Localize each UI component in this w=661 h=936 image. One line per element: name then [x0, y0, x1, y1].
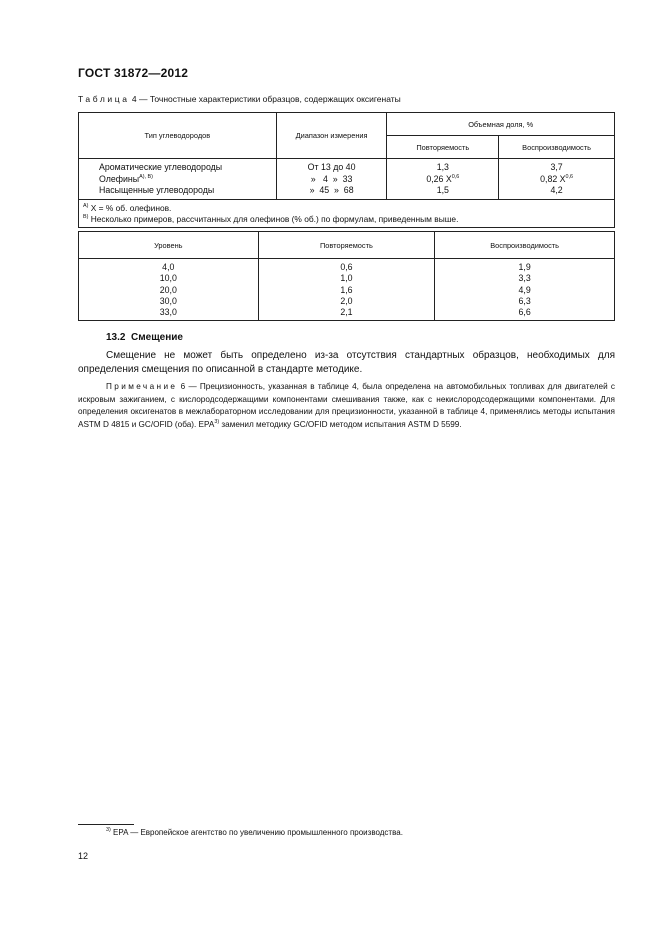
reproducibility-cell — [499, 159, 615, 200]
reprod-saturated: 4,2 — [550, 185, 563, 195]
table-notes-cell — [79, 199, 615, 227]
table-note-b: $^{В)}$ Несколько примеров, рассчитанных для олефинов (% об.) по формулам, приведенным выше. — [83, 213, 459, 224]
olefins-data-row — [79, 259, 615, 321]
table-4-caption — [78, 94, 401, 104]
footnote — [106, 828, 403, 837]
ranges-cell — [276, 159, 387, 200]
repeat-saturated: 1,5 — [436, 185, 449, 195]
hydrocarbon-types-cell — [79, 159, 277, 200]
precision-table — [78, 112, 615, 228]
type-saturated: Насыщенные углеводороды — [99, 185, 215, 195]
header-volume-fraction: Объемная доля, % — [387, 113, 615, 136]
header-repeatability: Повторяемость — [387, 136, 499, 159]
olefins-example-table — [78, 231, 615, 321]
range-olefins: » 4 » 33 — [310, 173, 353, 184]
type-olefins: Олефины$^{А), В)}$ — [99, 173, 153, 184]
document-title: ГОСТ 31872—2012 — [78, 66, 189, 80]
table-data-row — [79, 159, 615, 200]
note-text-part2: заменил методику GC/OFID методом испытания ASTM D 5599. — [219, 419, 462, 429]
reprod-aromatic: 3,7 — [550, 162, 563, 172]
range-saturated: » 45 » 68 — [309, 185, 354, 195]
header-hydrocarbon-type: Тип углеводородов — [79, 113, 277, 159]
note-text-part1: 6 — Прецизионность, указанная в таблице 4, была определена на автомобильных топливах для двигателей с искровым зажиганием, с кислородсодержащими компонентами смешивания также, как с некислородсодержащими компонентами. Для определения оксигенатов в межлабораторном исследовании для прецизионности, указанной в таблице 4, применялись методы испытания ASTM D 4815 и GC/OFID (оба). EPA — [78, 382, 615, 429]
olefins-repeat-cell: 0,6 1,0 1,6 2,0 2,1 — [258, 259, 435, 321]
footnote-divider — [78, 824, 134, 825]
header-level: Уровень — [79, 232, 259, 259]
page-number: 12 — [78, 851, 89, 861]
type-aromatic: Ароматические углеводороды — [99, 162, 223, 172]
section-paragraph: Смещение не может быть определено из-за отсутствия стандартных образцов, необходимых для определения смещения по описанной в стандарте методике. — [78, 350, 615, 375]
header-measurement-range: Диапазон измерения — [276, 113, 387, 159]
header-olefins-repeatability: Повторяемость — [258, 232, 435, 259]
reprod-olefins: 0,82 X$^{0,6}$ — [540, 173, 574, 184]
header-reproducibility: Воспроизводимость — [499, 136, 615, 159]
table-notes-row — [79, 199, 615, 227]
section-note — [78, 381, 615, 431]
olefins-reprod-cell: 1,9 3,3 4,9 6,3 6,6 — [435, 259, 615, 321]
repeatability-cell — [387, 159, 499, 200]
footnote-reference: 3) — [214, 418, 220, 425]
table-caption-text: 4 — Точностные характеристики образцов, содержащих оксигенаты — [131, 94, 401, 104]
levels-cell: 4,0 10,0 20,0 30,0 33,0 — [79, 259, 259, 321]
table-caption-word: Таблица — [78, 94, 130, 104]
range-aromatic: От 13 до 40 — [307, 162, 356, 172]
repeat-olefins: 0,26 X$^{0,6}$ — [426, 173, 460, 184]
note-label: Примечание — [106, 382, 178, 391]
section-heading: 13.2 Смещение — [106, 332, 183, 343]
footnote-mark: 3) — [106, 827, 111, 833]
footnote-text: EPA — Европейское агентство по увеличению промышленного производства. — [113, 828, 403, 837]
header-olefins-reproducibility: Воспроизводимость — [435, 232, 615, 259]
repeat-aromatic: 1,3 — [436, 162, 449, 172]
table-note-a: $^{А)}$ X = % об. олефинов. — [83, 202, 172, 213]
